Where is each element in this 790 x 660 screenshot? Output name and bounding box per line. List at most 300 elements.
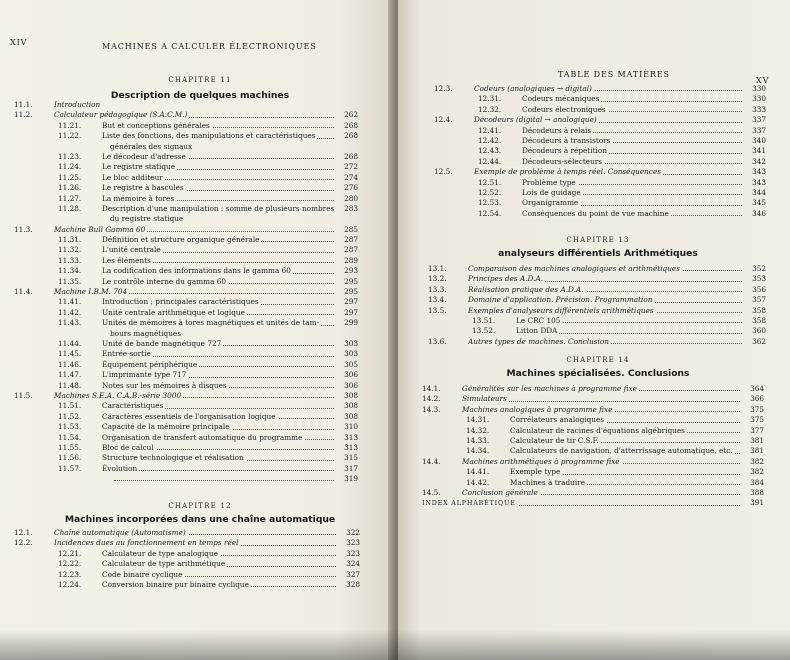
toc-entry-page: 287 bbox=[344, 245, 358, 255]
toc-entry-page: 313 bbox=[344, 442, 358, 452]
toc-entry-page: 388 bbox=[750, 487, 764, 497]
toc-entry bbox=[428, 326, 766, 336]
toc-entry bbox=[14, 100, 358, 110]
toc-entry-title bbox=[110, 474, 112, 483]
toc-entry-number: 12.21. bbox=[58, 548, 82, 558]
toc-entry-title: Incidences dues au fonctionnement en temps réel bbox=[54, 538, 239, 548]
toc-entry-page: 297 bbox=[344, 307, 358, 317]
chapter-11-label: CHAPITRE 11 bbox=[168, 76, 232, 84]
toc-entry-title: générales des signaux bbox=[110, 141, 193, 151]
toc-entry-number: 11.42. bbox=[58, 307, 82, 317]
toc-entry bbox=[422, 384, 764, 394]
chapter-12-title: Machines incorporées dans une chaîne automatique bbox=[64, 514, 336, 525]
toc-entry-title: Machines analogiques à programme fixe bbox=[462, 404, 613, 414]
toc-entry-page: 280 bbox=[344, 193, 358, 203]
toc-entry bbox=[422, 488, 764, 498]
toc-entry bbox=[14, 318, 358, 328]
toc-entry bbox=[14, 173, 358, 183]
toc-entry-number: 11.47. bbox=[58, 370, 82, 380]
toc-entry-title: Introduction ; principales caractéristiques bbox=[102, 297, 259, 307]
toc-entry-title: Codeurs mécaniques bbox=[522, 94, 600, 104]
toc-entry bbox=[14, 297, 358, 307]
toc-entry bbox=[422, 457, 764, 467]
toc-entry-number: 12.54. bbox=[478, 208, 502, 218]
toc-entry-page: 308 bbox=[344, 401, 358, 411]
toc-entry-page: 295 bbox=[344, 276, 358, 286]
toc-entry bbox=[14, 443, 358, 453]
toc-entry bbox=[14, 277, 358, 287]
toc-entry-number: 12.42. bbox=[478, 135, 502, 145]
toc-entry bbox=[434, 105, 766, 115]
toc-entry-number: 11.3. bbox=[14, 224, 33, 234]
toc-entry bbox=[434, 136, 766, 146]
toc-entry-page: 364 bbox=[750, 384, 764, 393]
chapter-14-title: Machines spécialisées. Conclusions bbox=[506, 368, 690, 379]
toc-entry-number: 11.32. bbox=[58, 245, 82, 255]
toc-entry-page: 333 bbox=[752, 104, 766, 114]
toc-entry-title: L'unité centrale bbox=[102, 245, 161, 255]
toc-entry bbox=[14, 339, 358, 349]
toc-entry-title: Caractéristiques bbox=[102, 401, 164, 411]
toc-entry-number: 11.41. bbox=[58, 297, 82, 307]
toc-entry-page: 330 bbox=[752, 84, 766, 93]
toc-entry bbox=[422, 467, 764, 477]
toc-entry-title: Équipement périphérique bbox=[102, 359, 198, 369]
toc-entry bbox=[14, 245, 358, 255]
toc-entry-number: 11.33. bbox=[58, 255, 82, 265]
toc-entry bbox=[422, 436, 764, 446]
toc-entry-number: 12.51. bbox=[478, 177, 502, 187]
toc-entry-page: 287 bbox=[344, 235, 358, 245]
toc-entry-page: 352 bbox=[752, 264, 766, 273]
toc-entry bbox=[14, 142, 358, 152]
toc-entry-title: Calculateur de type arithmétique bbox=[102, 559, 226, 569]
toc-entry-number: 14.1. bbox=[422, 384, 441, 393]
toc-entry-number: 11.35. bbox=[58, 276, 82, 286]
toc-entry-number: 11.24. bbox=[58, 162, 82, 172]
toc-entry bbox=[422, 394, 764, 404]
toc-entry-number: 12.2. bbox=[14, 538, 33, 548]
toc-entry-number: 11.22. bbox=[58, 131, 82, 141]
toc-entry-page: 377 bbox=[750, 425, 764, 435]
toc-entry-number: 14.41. bbox=[466, 467, 490, 477]
toc-entry-title: Exemple de problème à temps réel. Conséquences bbox=[474, 167, 662, 177]
toc-entry-number: 11.31. bbox=[58, 235, 82, 245]
toc-entry-title: Corrélateurs analogiques bbox=[510, 415, 605, 425]
toc-entry-title: Organigramme bbox=[522, 198, 579, 208]
toc-entry bbox=[14, 225, 358, 235]
toc-entry-page: 366 bbox=[750, 394, 764, 404]
toc-entry bbox=[14, 401, 358, 411]
toc-entry bbox=[14, 464, 358, 474]
toc-entry-number: 11.27. bbox=[58, 193, 82, 203]
toc-entry bbox=[14, 183, 358, 193]
toc-entry-title: Calculateur pédagogique (S.A.C.M.) bbox=[54, 110, 188, 120]
toc-entry-page: 283 bbox=[344, 203, 358, 213]
toc-entry-page: 274 bbox=[344, 172, 358, 182]
toc-entry bbox=[14, 360, 358, 370]
toc-entry-number: 11.44. bbox=[58, 338, 82, 348]
toc-entry-title: Décodeurs à répétition bbox=[522, 146, 607, 156]
toc-entry-title: Machines arithmétiques à programme fixe bbox=[462, 456, 620, 466]
toc-entry-title: Le registre statique bbox=[102, 162, 176, 172]
toc-entry-page: 343 bbox=[752, 167, 766, 177]
toc-entry-title: But et conceptions générales bbox=[102, 120, 210, 130]
toc-entry-page: 313 bbox=[344, 432, 358, 442]
toc-entry-title: Conversion binaire pur binaire cyclique bbox=[102, 579, 249, 589]
toc-entry-number: 12.24. bbox=[58, 579, 82, 589]
toc-entry-page: 268 bbox=[344, 120, 358, 130]
toc-entry bbox=[14, 266, 358, 276]
toc-entry-number: 13.5. bbox=[428, 305, 447, 315]
toc-entry bbox=[14, 570, 360, 580]
toc-entry bbox=[14, 538, 360, 548]
toc-entry bbox=[428, 316, 766, 326]
toc-entry-number: 11.54. bbox=[58, 432, 82, 442]
toc-entry-title: Machine Bull Gamma 60 bbox=[54, 224, 146, 234]
toc-entry-title: Unité centrale arithmétique et logique bbox=[102, 307, 245, 317]
toc-entry bbox=[434, 157, 766, 167]
toc-entry-number: 14.31. bbox=[466, 415, 490, 425]
toc-entry-number: 12.5. bbox=[434, 167, 453, 177]
toc-entry-number: 12.53. bbox=[478, 198, 502, 208]
toc-entry-page: 346 bbox=[752, 208, 766, 218]
toc-entry-number: 11.46. bbox=[58, 359, 82, 369]
toc-chapter-12-part1 bbox=[14, 528, 360, 590]
toc-entry-page: 317 bbox=[344, 463, 358, 473]
toc-entry-number: 11.55. bbox=[58, 442, 82, 452]
toc-entry-page: 322 bbox=[346, 528, 360, 537]
toc-entry-page: 340 bbox=[752, 135, 766, 145]
toc-entry-page: 310 bbox=[344, 422, 358, 432]
toc-entry-title: L'imprimante type 717 bbox=[102, 370, 187, 380]
toc-entry-title: Chaîne automatique (Automatisme) bbox=[54, 528, 186, 537]
toc-entry bbox=[428, 337, 766, 347]
toc-entry bbox=[14, 422, 358, 432]
chapter-13-label: CHAPITRE 13 bbox=[566, 236, 630, 244]
toc-entry-page: 268 bbox=[344, 151, 358, 161]
toc-entry-title: Lois de guidage bbox=[522, 187, 581, 197]
toc-entry bbox=[14, 381, 358, 391]
toc-entry bbox=[428, 274, 766, 284]
toc-entry-title: Décodeurs à relais bbox=[522, 125, 592, 135]
toc-entry-page: 357 bbox=[752, 295, 766, 305]
toc-entry bbox=[434, 146, 766, 156]
toc-entry-page: 323 bbox=[346, 548, 360, 558]
toc-entry-page: 295 bbox=[344, 287, 358, 297]
toc-entry bbox=[14, 329, 358, 339]
toc-entry bbox=[14, 349, 358, 359]
toc-entry-number: 11.45. bbox=[58, 349, 82, 359]
toc-entry-page: 306 bbox=[344, 370, 358, 380]
toc-entry-title: INDEX ALPHABÉTIQUE bbox=[422, 499, 516, 508]
toc-entry-title: Domaine d'application. Précision. Programmation bbox=[468, 295, 653, 305]
toc-entry-page: 337 bbox=[752, 115, 766, 125]
toc-entry-page: 384 bbox=[750, 477, 764, 487]
toc-entry-number: 12.22. bbox=[58, 559, 82, 569]
toc-entry-title: Machine I.B.M. 704 bbox=[54, 287, 128, 297]
toc-entry-number: 11.51. bbox=[58, 401, 82, 411]
toc-entry bbox=[14, 162, 358, 172]
toc-entry bbox=[422, 446, 764, 456]
toc-entry-number: 13.2. bbox=[428, 274, 447, 284]
toc-entry-number: 13.52. bbox=[472, 326, 496, 336]
toc-entry-title: Réalisation pratique des A.D.A. bbox=[468, 284, 584, 294]
toc-entry bbox=[14, 528, 360, 538]
toc-entry-title: Le contrôle interne du gamma 60 bbox=[102, 276, 227, 286]
toc-entry-number: 12.4. bbox=[434, 115, 453, 125]
toc-entry bbox=[434, 115, 766, 125]
toc-entry-page: 344 bbox=[752, 187, 766, 197]
toc-entry-page: 327 bbox=[346, 569, 360, 579]
toc-entry bbox=[434, 84, 766, 94]
toc-entry-number: 13.6. bbox=[428, 336, 447, 346]
toc-entry-page: 358 bbox=[752, 315, 766, 325]
toc-entry-title: Caractères essentiels de l'organisation logique bbox=[102, 411, 276, 421]
toc-entry-number: 14.5. bbox=[422, 487, 441, 497]
toc-entry-title: Problème type bbox=[522, 177, 576, 187]
toc-entry bbox=[14, 549, 360, 559]
toc-entry-page: 306 bbox=[344, 380, 358, 390]
toc-entry-number: 13.4. bbox=[428, 295, 447, 305]
toc-entry-page: 360 bbox=[752, 326, 766, 336]
toc-entry-title: Organisation de transfert automatique du programme bbox=[102, 432, 303, 442]
toc-entry-number: 11.4. bbox=[14, 287, 33, 297]
toc-entry bbox=[14, 256, 358, 266]
toc-entry bbox=[428, 295, 766, 305]
toc-entry-title: Machines S.E.A. C.A.B.-série 3000 bbox=[54, 390, 182, 400]
toc-entry-number: 14.32. bbox=[466, 425, 490, 435]
toc-entry-title: Définition et structure organique générale bbox=[102, 235, 260, 245]
toc-entry-page: 299 bbox=[344, 318, 358, 328]
toc-entry bbox=[14, 214, 358, 224]
toc-entry-number: 11.48. bbox=[58, 380, 82, 390]
toc-entry bbox=[14, 370, 358, 380]
toc-entry-title: Litton DDA bbox=[516, 326, 558, 336]
toc-entry-page: 308 bbox=[344, 411, 358, 421]
toc-chapter-13 bbox=[428, 264, 766, 347]
toc-entry bbox=[434, 198, 766, 208]
toc-entry-number: 12.1. bbox=[14, 528, 33, 537]
toc-entry-page: 319 bbox=[344, 474, 358, 484]
toc-entry-page: 293 bbox=[344, 266, 358, 276]
toc-entry-page: 345 bbox=[752, 198, 766, 208]
toc-entry bbox=[422, 415, 764, 425]
toc-entry-page: 358 bbox=[752, 305, 766, 315]
left-page-number: XIV bbox=[10, 38, 28, 47]
toc-entry bbox=[14, 580, 360, 590]
toc-entry-title: Décodeurs-sélecteurs bbox=[522, 156, 603, 166]
toc-entry-number: 14.34. bbox=[466, 446, 490, 456]
toc-entry bbox=[14, 110, 358, 120]
toc-entry-page: 303 bbox=[344, 349, 358, 359]
toc-entry-page: 308 bbox=[344, 390, 358, 400]
toc-chapter-11 bbox=[14, 100, 358, 484]
toc-entry bbox=[422, 426, 764, 436]
toc-entry-title: Les éléments bbox=[102, 255, 151, 265]
toc-entry-page: 315 bbox=[344, 453, 358, 463]
toc-entry-number: 14.42. bbox=[466, 477, 490, 487]
toc-entry-title: Codeurs (analogiques → digital) bbox=[474, 84, 592, 93]
toc-entry-number: 12.32. bbox=[478, 104, 502, 114]
toc-entry bbox=[434, 167, 766, 177]
toc-entry-number: 12.3. bbox=[434, 84, 453, 93]
toc-entry-page: 342 bbox=[752, 156, 766, 166]
toc-entry-page: 297 bbox=[344, 297, 358, 307]
toc-entry bbox=[434, 209, 766, 219]
toc-entry-title: Décodeurs à transistors bbox=[522, 135, 611, 145]
toc-entry bbox=[428, 306, 766, 316]
toc-entry-number: 11.25. bbox=[58, 172, 82, 182]
toc-entry-page: 353 bbox=[752, 274, 766, 284]
toc-entry-title: bours magnétiques bbox=[110, 328, 181, 338]
right-page-number: XV bbox=[756, 76, 770, 85]
toc-entry-title: Le registre à bascules bbox=[102, 183, 184, 193]
toc-chapter-12-part2 bbox=[434, 84, 766, 219]
toc-entry-title: Introduction bbox=[54, 100, 101, 109]
toc-entry-number: 11.56. bbox=[58, 453, 82, 463]
toc-entry bbox=[14, 433, 358, 443]
toc-entry-number: 14.4. bbox=[422, 456, 441, 466]
toc-entry-page: 381 bbox=[750, 435, 764, 445]
toc-entry-number: 11.52. bbox=[58, 411, 82, 421]
toc-entry-title: La mémoire à tores bbox=[102, 193, 175, 203]
toc-entry bbox=[14, 194, 358, 204]
toc-entry-page: 343 bbox=[752, 177, 766, 187]
toc-entry-page: 362 bbox=[752, 336, 766, 346]
toc-entry bbox=[422, 498, 764, 508]
chapter-12-label: CHAPITRE 12 bbox=[168, 502, 232, 510]
toc-entry-page: 391 bbox=[750, 498, 764, 508]
right-running-title: TABLE DES MATIÈRES bbox=[558, 70, 670, 79]
toc-entry-title: Bloc de calcul bbox=[102, 442, 154, 452]
toc-entry-number: 14.3. bbox=[422, 404, 441, 414]
toc-entry-title: La codification des informations dans le gamma 60 bbox=[102, 266, 291, 276]
toc-entry-title: Code binaire cyclique bbox=[102, 569, 183, 579]
toc-entry-title: Unité de bande magnétique 727 bbox=[102, 338, 222, 348]
toc-entry bbox=[14, 235, 358, 245]
toc-entry-number: 12.41. bbox=[478, 125, 502, 135]
toc-entry-number: 13.51. bbox=[472, 315, 496, 325]
toc-entry-title: Liste des fonctions, des manipulations et caractéristiques bbox=[102, 131, 316, 141]
toc-entry-number: 11.1. bbox=[14, 100, 33, 109]
toc-entry-page: 382 bbox=[750, 456, 764, 466]
toc-entry-title: Notes sur les mémoires à disques bbox=[102, 380, 227, 390]
toc-entry-title: du registre statique bbox=[110, 214, 184, 224]
toc-entry bbox=[14, 308, 358, 318]
toc-entry-page: 268 bbox=[344, 131, 358, 141]
toc-entry-title: Autres types de machines. Conclusion bbox=[468, 336, 609, 346]
toc-entry-number: 12.43. bbox=[478, 146, 502, 156]
toc-entry-number: 11.26. bbox=[58, 183, 82, 193]
toc-entry-title: Comparaison des machines analogiques et arithmétiques bbox=[468, 264, 680, 273]
toc-entry-number: 11.21. bbox=[58, 120, 82, 130]
toc-entry bbox=[14, 152, 358, 162]
toc-entry-page: 303 bbox=[344, 338, 358, 348]
toc-entry-title: Codeurs électroniques bbox=[522, 104, 606, 114]
toc-entry-title: Généralités sur les machines à programme fixe bbox=[462, 384, 637, 393]
toc-entry-title: Calculateur de type analogique bbox=[102, 548, 218, 558]
toc-entry-title: Le bloc additeur bbox=[102, 172, 163, 182]
toc-entry bbox=[434, 178, 766, 188]
toc-entry-number: 11.43. bbox=[58, 318, 82, 328]
toc-entry-page: 382 bbox=[750, 467, 764, 477]
toc-entry-title: Calculateurs de navigation, d'atterrissage automatique, etc. bbox=[510, 446, 733, 456]
toc-entry bbox=[14, 121, 358, 131]
toc-entry bbox=[422, 405, 764, 415]
toc-entry bbox=[14, 453, 358, 463]
toc-entry bbox=[434, 94, 766, 104]
toc-entry bbox=[14, 204, 358, 214]
toc-entry-page: 337 bbox=[752, 125, 766, 135]
toc-entry-title: Exemples d'analyseurs différentiels arithmétiques bbox=[468, 305, 654, 315]
toc-entry-title: Conclusion générale bbox=[462, 487, 538, 497]
toc-entry bbox=[14, 412, 358, 422]
toc-entry-page: 285 bbox=[344, 224, 358, 234]
toc-entry-title: Évolution bbox=[102, 463, 138, 473]
toc-entry-number: 11.23. bbox=[58, 151, 82, 161]
toc-entry-page: 324 bbox=[346, 559, 360, 569]
toc-entry-title: Unités de mémoires à tores magnétiques et unités de tam- bbox=[102, 318, 319, 328]
toc-entry-number: 11.57. bbox=[58, 463, 82, 473]
toc-entry-page: 305 bbox=[344, 359, 358, 369]
toc-entry-title: Le décodeur d'adresse bbox=[102, 151, 186, 161]
toc-entry-page: 289 bbox=[344, 255, 358, 265]
toc-chapter-14 bbox=[422, 384, 764, 509]
toc-entry-number: 14.33. bbox=[466, 435, 490, 445]
toc-entry-number: 11.5. bbox=[14, 390, 33, 400]
toc-entry-title: Description d'une manipulation : somme de plusieurs nombres bbox=[102, 204, 334, 213]
toc-entry-number: 11.34. bbox=[58, 266, 82, 276]
toc-entry-title: Principes des A.D.A. bbox=[468, 274, 544, 284]
right-page bbox=[398, 0, 790, 660]
chapter-13-title: analyseurs différentiels Arithmétiques bbox=[498, 248, 698, 259]
toc-entry-title: Exemple type bbox=[510, 467, 561, 477]
toc-entry-page: 341 bbox=[752, 146, 766, 156]
toc-entry-number: 12.52. bbox=[478, 187, 502, 197]
toc-entry-number: 11.53. bbox=[58, 422, 82, 432]
toc-entry-number: 14.2. bbox=[422, 394, 441, 404]
toc-entry bbox=[422, 478, 764, 488]
toc-entry-page: 330 bbox=[752, 94, 766, 104]
toc-entry bbox=[14, 559, 360, 569]
toc-entry-page: 356 bbox=[752, 284, 766, 294]
toc-entry-page: 262 bbox=[344, 110, 358, 120]
toc-entry-title: Calculateur de tir C.S.F. bbox=[510, 435, 599, 445]
chapter-14-label: CHAPITRE 14 bbox=[566, 356, 630, 364]
toc-entry bbox=[434, 188, 766, 198]
toc-entry-page: 375 bbox=[750, 404, 764, 414]
toc-entry-page: 323 bbox=[346, 538, 360, 548]
toc-entry bbox=[14, 474, 358, 484]
toc-entry bbox=[14, 391, 358, 401]
toc-entry-title: Le CRC 105 bbox=[516, 315, 561, 325]
toc-entry bbox=[14, 287, 358, 297]
toc-entry-title: Entrée-sortie bbox=[102, 349, 151, 359]
toc-entry-page: 272 bbox=[344, 162, 358, 172]
toc-entry-number: 12.44. bbox=[478, 156, 502, 166]
toc-entry-number: 11.2. bbox=[14, 110, 33, 120]
toc-entry-title: Décodeurs (digital → analogique) bbox=[474, 115, 597, 125]
toc-entry bbox=[428, 285, 766, 295]
toc-entry-title: Capacité de la mémoire principale bbox=[102, 422, 230, 432]
toc-entry-number: 11.28. bbox=[58, 203, 82, 213]
toc-entry-page: 276 bbox=[344, 183, 358, 193]
toc-entry-title: Machines à traduire bbox=[510, 477, 585, 487]
toc-entry bbox=[428, 264, 766, 274]
left-running-title: MACHINES A CALCULER ÉLECTRONIQUES bbox=[102, 42, 317, 51]
toc-entry-page: 381 bbox=[750, 446, 764, 456]
